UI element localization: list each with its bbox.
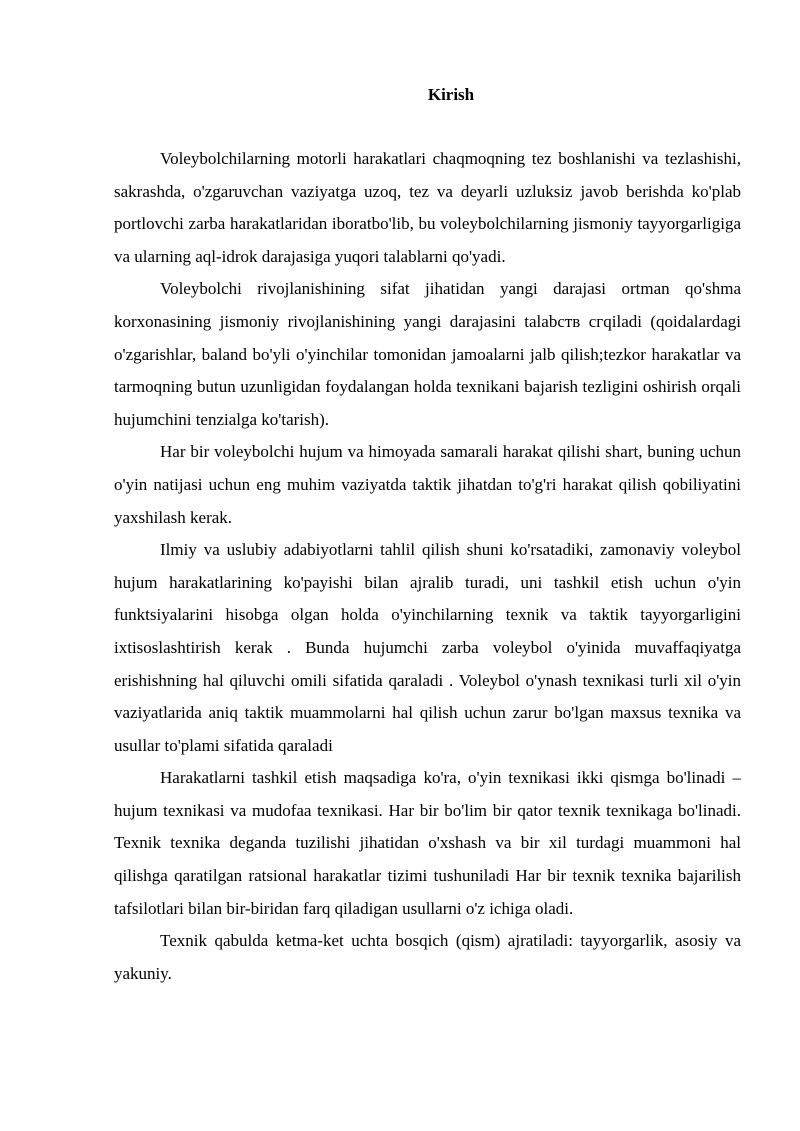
paragraph-4: Ilmiy va uslubiy adabiyotlarni tahlil qilish shuni ko'rsatadiki, zamonaviy voleybol hujum harakatlarining ko'payishi bilan ajralib turadi, uni tashkil etish uchun o'yin funktsiyalarini hisobga olgan holda o'yinchilarning texnik va taktik tayyorgarligini ixtisoslashtirish kerak . Bunda hujumchi zarba voleybol o'yinida muvaffaqiyatga erishishning hal qiluvchi omili sifatida qaraladi . Voleybol o'ynash texnikasi turli xil o'yin vaziyatlarida aniq taktik muammolarni hal qilish uchun zarur bo'lgan maxsus texnika va usullar to'plami sifatida qaraladi (114, 540, 741, 755)
paragraph-1: Voleybolchilarning motorli harakatlari chaqmoqning tez boshlanishi va tezlashishi, sakrashda, o'zgaruvchan vaziyatga uzoq, tez va deyarli uzluksiz javob berishda ko'plab portlovchi zarba harakatlaridan iboratbo'lib, bu voleybolchilarning jismoniy tayyorgarligiga va ularning aql-idrok darajasiga yuqori talablarni qo'yadi. (114, 149, 741, 266)
paragraph-2: Voleybolchi rivojlanishining sifat jihatidan yangi darajasi ortman qo'shma korxonasining jismoniy rivojlanishining yangi darajasini talabств сгqiladi (qoidalardagi o'zgarishlar, baland bo'yli o'yinchilar tomonidan jamoalarni jalb qilish;tezkor harakatlar va tarmoqning butun uzunligidan foydalangan holda texnikani bajarish tezligini oshirish orqali hujumchini tenzialga ko'tarish). (114, 279, 741, 429)
paragraph-6: Texnik qabulda ketma-ket uchta bosqich (qism) ajratiladi: tayyorgarlik, asosiy va yakuniy. (114, 931, 741, 983)
paragraph-3: Har bir voleybolchi hujum va himoyada samarali harakat qilishi shart, buning uchun o'yin natijasi uchun eng muhim vaziyatda taktik jihatdan to'g'ri harakat qilish qobiliyatini yaxshilash kerak. (114, 442, 741, 527)
paragraph-5: Harakatlarni tashkil etish maqsadiga ko'ra, o'yin texnikasi ikki qismga bo'linadi – hujum texnikasi va mudofaa texnikasi. Har bir bo'lim bir qator texnik texnikaga bo'linadi. Texnik texnika deganda tuzilishi jihatidan o'xshash va bir xil turdagi muammoni hal qilishga qaratilgan ratsional harakatlar tizimi tushuniladi Har bir texnik texnika bajarilish tafsilotlari bilan bir-biridan farq qiladigan usullarni o'z ichiga oladi. (114, 768, 741, 918)
page-title: Kirish (427, 85, 475, 104)
document-body (114, 143, 741, 990)
